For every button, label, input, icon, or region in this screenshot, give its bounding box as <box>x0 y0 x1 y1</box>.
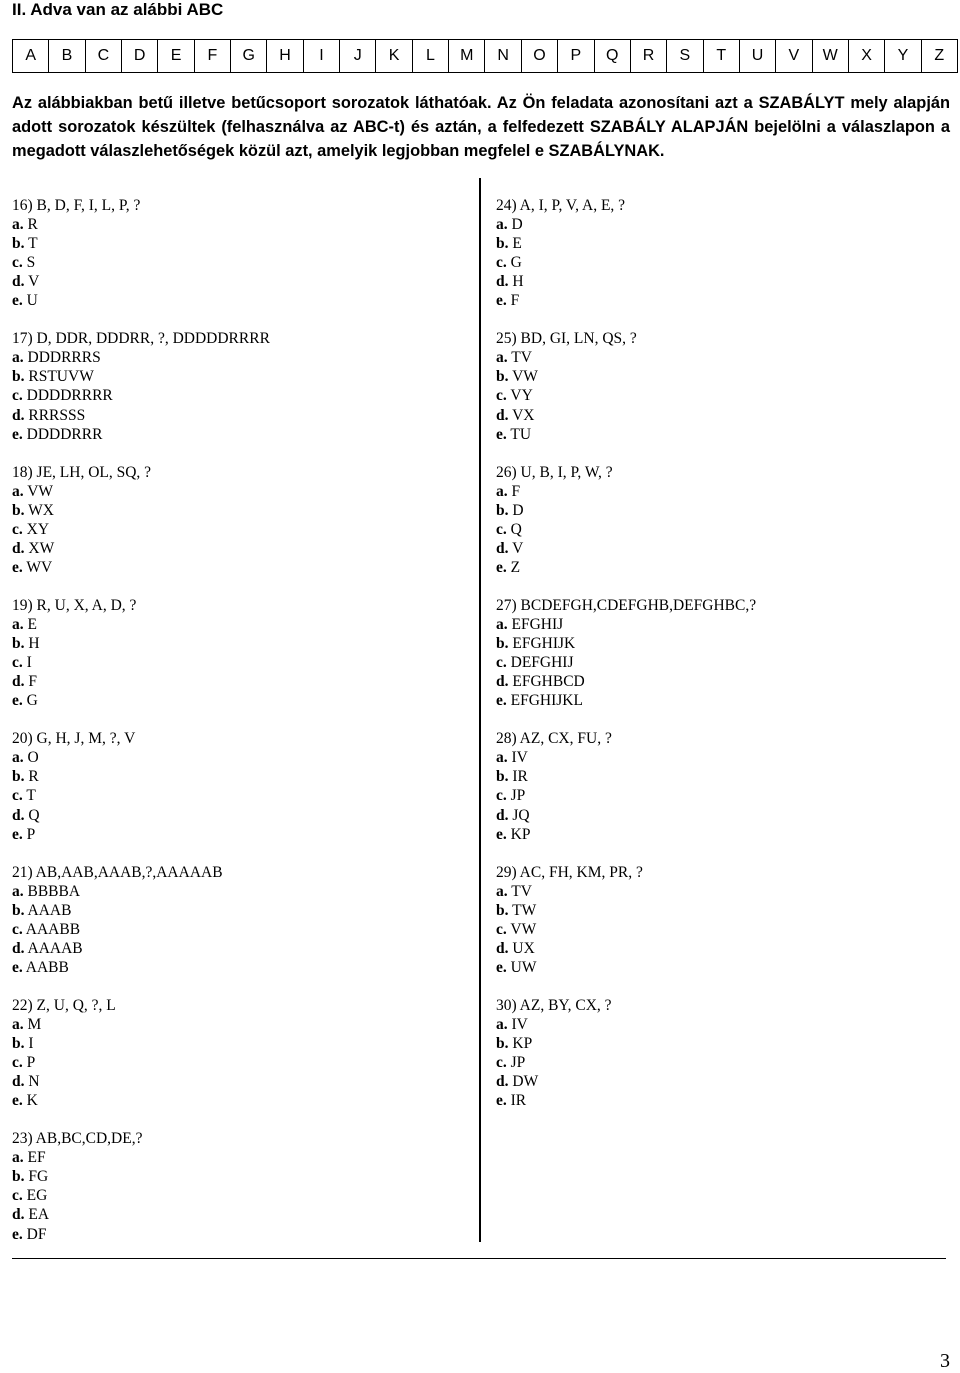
answer-option <box>12 806 270 825</box>
alphabet-table <box>12 39 958 73</box>
option-letter: b. <box>12 768 25 786</box>
option-value: KP <box>510 825 531 843</box>
option-value: E <box>512 235 522 253</box>
footer-rule <box>12 1258 946 1259</box>
option-value: VX <box>512 406 535 424</box>
option-value: I <box>26 654 32 672</box>
answer-option <box>496 386 756 405</box>
option-value: U <box>26 292 38 310</box>
page-number: 3 <box>940 1350 950 1372</box>
question-text: 30) AZ, BY, CX, ? <box>496 996 612 1014</box>
option-letter: c. <box>496 654 507 672</box>
answer-option <box>496 653 756 672</box>
option-value: R <box>28 768 39 786</box>
answer-option <box>496 901 756 920</box>
option-value: R <box>27 216 38 234</box>
answer-option <box>496 520 756 539</box>
option-letter: a. <box>496 482 508 500</box>
option-value: JP <box>510 787 526 805</box>
option-letter: c. <box>12 254 23 272</box>
option-letter: a. <box>496 616 508 634</box>
alphabet-cell: U <box>739 40 775 73</box>
option-letter: a. <box>12 482 24 500</box>
option-letter: c. <box>496 387 507 405</box>
question-block <box>12 863 270 977</box>
option-letter: c. <box>12 920 23 938</box>
answer-option <box>12 767 270 786</box>
answer-option <box>496 367 756 386</box>
option-value: T <box>26 787 36 805</box>
answer-option <box>496 234 756 253</box>
option-value: Q <box>510 520 522 538</box>
option-letter: a. <box>496 349 508 367</box>
alphabet-cell: K <box>376 40 412 73</box>
option-letter: d. <box>12 673 25 691</box>
option-value: TV <box>511 349 532 367</box>
question-text: 21) AB,AAB,AAAB,?,AAAAAB <box>12 863 223 881</box>
answer-option <box>12 939 270 958</box>
option-letter: b. <box>12 901 25 919</box>
answer-option <box>12 1034 270 1053</box>
option-value: XY <box>26 520 50 538</box>
option-letter: e. <box>12 825 23 843</box>
answer-option <box>496 806 756 825</box>
left-question-column <box>12 196 270 1263</box>
option-value: VW <box>512 368 538 386</box>
alphabet-cell: S <box>667 40 703 73</box>
question-block <box>12 1129 270 1243</box>
answer-option <box>496 767 756 786</box>
answer-option <box>496 558 756 577</box>
question-text: 28) AZ, CX, FU, ? <box>496 730 612 748</box>
option-value: G <box>26 692 38 710</box>
alphabet-cell: Q <box>594 40 630 73</box>
alphabet-cell: Z <box>921 40 957 73</box>
answer-option <box>12 825 270 844</box>
alphabet-cell: D <box>122 40 158 73</box>
question-text: 26) U, B, I, P, W, ? <box>496 463 613 481</box>
option-letter: c. <box>12 520 23 538</box>
section-heading: II. Adva van az alábbi ABC <box>12 0 224 19</box>
option-value: F <box>511 482 521 500</box>
option-letter: e. <box>496 692 507 710</box>
option-letter: a. <box>12 216 24 234</box>
question-text: 27) BCDEFGH,CDEFGHB,DEFGHBC,? <box>496 596 757 614</box>
answer-option <box>496 215 756 234</box>
alphabet-cell: X <box>848 40 884 73</box>
answer-option <box>12 558 270 577</box>
option-letter: b. <box>12 368 25 386</box>
option-value: TW <box>512 901 537 919</box>
question-text: 17) D, DDR, DDDRR, ?, DDDDDRRRR <box>12 330 270 348</box>
question-text: 22) Z, U, Q, ?, L <box>12 996 116 1014</box>
question-block <box>496 196 756 310</box>
option-value: H <box>512 273 524 291</box>
option-letter: d. <box>496 406 509 424</box>
answer-option <box>496 882 756 901</box>
option-value: AAAAB <box>27 939 83 957</box>
option-value: IV <box>511 1016 528 1034</box>
option-letter: d. <box>496 939 509 957</box>
alphabet-cell: J <box>340 40 376 73</box>
question-block <box>12 996 270 1110</box>
alphabet-cell: W <box>812 40 848 73</box>
answer-option <box>12 1205 270 1224</box>
option-letter: e. <box>12 692 23 710</box>
option-letter: d. <box>12 406 25 424</box>
option-value: P <box>26 1054 36 1072</box>
alphabet-cell: B <box>49 40 85 73</box>
answer-option <box>12 348 270 367</box>
option-letter: c. <box>496 520 507 538</box>
alphabet-cell: N <box>485 40 521 73</box>
option-letter: a. <box>496 882 508 900</box>
answer-option <box>496 939 756 958</box>
option-value: JQ <box>512 806 530 824</box>
option-letter: b. <box>496 235 509 253</box>
option-letter: e. <box>12 1225 23 1243</box>
option-value: Q <box>28 806 40 824</box>
option-value: G <box>510 254 522 272</box>
alphabet-cell: P <box>558 40 594 73</box>
answer-option <box>496 786 756 805</box>
option-letter: c. <box>12 654 23 672</box>
answer-option <box>12 1225 270 1244</box>
option-value: IR <box>512 768 528 786</box>
answer-option <box>496 425 756 444</box>
option-value: T <box>28 235 38 253</box>
alphabet-cell: F <box>194 40 230 73</box>
answer-option <box>496 272 756 291</box>
answer-option <box>12 672 270 691</box>
option-value: O <box>27 749 39 767</box>
option-letter: c. <box>12 1187 23 1205</box>
answer-option <box>496 539 756 558</box>
question-text: 16) B, D, F, I, L, P, ? <box>12 197 141 214</box>
option-value: DW <box>512 1073 539 1091</box>
question-block <box>12 329 270 443</box>
answer-option <box>496 348 756 367</box>
option-value: EG <box>26 1187 48 1205</box>
answer-option <box>12 234 270 253</box>
answer-option <box>496 1091 756 1110</box>
option-letter: c. <box>496 1054 507 1072</box>
option-value: EFGHBCD <box>512 673 585 691</box>
question-block <box>12 196 270 310</box>
option-value: F <box>510 292 520 310</box>
answer-option <box>496 825 756 844</box>
option-value: EFGHIJ <box>511 616 564 634</box>
option-letter: e. <box>496 558 507 576</box>
question-text: 24) A, I, P, V, A, E, ? <box>496 197 626 214</box>
answer-option <box>12 1072 270 1091</box>
answer-option <box>12 386 270 405</box>
option-value: DF <box>26 1225 47 1243</box>
alphabet-cell: Y <box>885 40 921 73</box>
answer-option <box>496 1034 756 1053</box>
answer-option <box>496 406 756 425</box>
option-letter: e. <box>496 958 507 976</box>
answer-option <box>496 634 756 653</box>
option-value: VW <box>27 482 54 500</box>
answer-option <box>12 748 270 767</box>
option-letter: a. <box>12 349 24 367</box>
answer-option <box>12 653 270 672</box>
option-letter: b. <box>496 501 509 519</box>
option-letter: c. <box>496 920 507 938</box>
option-value: V <box>28 273 40 291</box>
answer-option <box>12 901 270 920</box>
option-value: TU <box>510 425 532 443</box>
option-value: E <box>27 616 37 634</box>
answer-option <box>12 786 270 805</box>
question-block <box>12 729 270 843</box>
answer-option <box>12 920 270 939</box>
option-value: BBBBA <box>27 882 81 900</box>
option-value: D <box>512 501 524 519</box>
instructions-text: Az alábbiakban betű illetve betűcsoport sorozatok láthatóak. Az Ön feladata azonosítani azt a SZABÁLYT mely alapján adott sorozatok készültek (felhasználva az ABC-t) és aztán, a felfedezett SZABÁLY ALAPJÁN bejelölni a válaszlapon a megadott válaszlehetőségek közül azt, amelyik legjobban megfelel e SZABÁLYNAK. <box>12 94 950 160</box>
option-value: TV <box>511 882 532 900</box>
answer-option <box>12 520 270 539</box>
column-divider <box>479 178 481 1242</box>
alphabet-cell: R <box>630 40 666 73</box>
question-block <box>496 863 756 977</box>
option-value: RRRSSS <box>28 406 86 424</box>
option-value: VY <box>510 387 533 405</box>
option-value: DDDDRRRR <box>26 387 113 405</box>
option-letter: e. <box>12 1092 23 1110</box>
answer-option <box>12 1167 270 1186</box>
option-value: M <box>27 1016 42 1034</box>
answer-option <box>496 291 756 310</box>
question-text: 23) AB,BC,CD,DE,? <box>12 1130 143 1148</box>
option-value: F <box>28 673 37 691</box>
option-letter: a. <box>12 749 24 767</box>
answer-option <box>12 1091 270 1110</box>
answer-option <box>496 920 756 939</box>
option-letter: b. <box>496 768 509 786</box>
question-text: 25) BD, GI, LN, QS, ? <box>496 330 637 348</box>
alphabet-cell: I <box>303 40 339 73</box>
option-value: KP <box>512 1035 533 1053</box>
answer-option <box>12 406 270 425</box>
option-letter: b. <box>496 368 509 386</box>
option-letter: b. <box>12 1035 25 1053</box>
answer-option <box>12 958 270 977</box>
option-letter: a. <box>496 749 508 767</box>
option-letter: e. <box>12 425 23 443</box>
answer-option <box>12 1015 270 1034</box>
option-value: AAAB <box>27 901 72 919</box>
answer-option <box>496 1072 756 1091</box>
question-block <box>496 996 756 1110</box>
option-letter: d. <box>496 273 509 291</box>
option-letter: a. <box>12 616 24 634</box>
answer-option <box>12 253 270 272</box>
option-letter: e. <box>496 425 507 443</box>
answer-option <box>12 367 270 386</box>
alphabet-cell: H <box>267 40 303 73</box>
option-letter: e. <box>496 1092 507 1110</box>
question-text: 18) JE, LH, OL, SQ, ? <box>12 463 152 481</box>
option-value: AABB <box>25 958 69 976</box>
answer-option <box>496 615 756 634</box>
option-letter: c. <box>496 254 507 272</box>
question-text: 19) R, U, X, A, D, ? <box>12 596 137 614</box>
option-letter: e. <box>12 558 23 576</box>
option-value: EF <box>27 1149 46 1167</box>
option-letter: a. <box>12 1016 24 1034</box>
option-letter: e. <box>496 825 507 843</box>
answer-option <box>12 272 270 291</box>
option-value: XW <box>28 539 55 557</box>
option-letter: b. <box>12 235 25 253</box>
option-value: EA <box>28 1206 50 1224</box>
alphabet-cell: T <box>703 40 739 73</box>
option-value: DDDDRRR <box>26 425 103 443</box>
answer-option <box>12 215 270 234</box>
alphabet-cell: V <box>776 40 812 73</box>
answer-option <box>496 482 756 501</box>
option-letter: c. <box>12 387 23 405</box>
option-value: JP <box>510 1054 526 1072</box>
option-letter: d. <box>12 806 25 824</box>
option-letter: a. <box>12 1149 24 1167</box>
option-value: N <box>28 1073 40 1091</box>
answer-option <box>12 634 270 653</box>
answer-option <box>496 253 756 272</box>
question-block <box>12 596 270 710</box>
option-letter: d. <box>496 1073 509 1091</box>
option-value: EFGHIJK <box>512 635 576 653</box>
option-letter: d. <box>12 273 25 291</box>
answer-option <box>12 425 270 444</box>
option-letter: d. <box>496 673 509 691</box>
answer-option <box>12 882 270 901</box>
option-value: UW <box>510 958 537 976</box>
option-letter: a. <box>496 216 508 234</box>
alphabet-cell: M <box>449 40 485 73</box>
option-letter: b. <box>496 635 509 653</box>
option-value: P <box>26 825 36 843</box>
option-value: S <box>26 254 36 272</box>
option-value: H <box>28 635 40 653</box>
option-letter: d. <box>496 806 509 824</box>
option-letter: e. <box>12 958 23 976</box>
option-value: Z <box>510 558 521 576</box>
option-value: V <box>512 539 524 557</box>
alphabet-row <box>13 40 958 73</box>
alphabet-cell: L <box>412 40 448 73</box>
answer-option <box>12 1053 270 1072</box>
option-value: RSTUVW <box>28 368 94 386</box>
option-letter: b. <box>12 501 25 519</box>
answer-option <box>12 691 270 710</box>
option-value: IV <box>511 749 528 767</box>
option-letter: b. <box>12 635 25 653</box>
option-letter: b. <box>496 901 509 919</box>
option-letter: d. <box>12 1206 25 1224</box>
option-letter: a. <box>12 882 24 900</box>
answer-option <box>12 291 270 310</box>
answer-option <box>496 1015 756 1034</box>
alphabet-cell: O <box>521 40 557 73</box>
question-block <box>496 329 756 443</box>
question-block <box>496 463 756 577</box>
option-letter: b. <box>12 1168 25 1186</box>
option-value: D <box>511 216 523 234</box>
option-letter: d. <box>496 539 509 557</box>
alphabet-cell: C <box>85 40 121 73</box>
option-letter: a. <box>496 1016 508 1034</box>
option-letter: d. <box>12 939 25 957</box>
answer-option <box>12 539 270 558</box>
option-value: WV <box>26 558 53 576</box>
option-letter: c. <box>12 1054 23 1072</box>
option-letter: c. <box>496 787 507 805</box>
option-letter: e. <box>496 292 507 310</box>
answer-option <box>12 1148 270 1167</box>
answer-option <box>496 672 756 691</box>
option-letter: d. <box>12 1073 25 1091</box>
option-value: DEFGHIJ <box>510 654 574 672</box>
answer-option <box>496 1053 756 1072</box>
alphabet-cell: A <box>13 40 49 73</box>
alphabet-cell: G <box>231 40 267 73</box>
option-value: DDDRRRS <box>27 349 101 367</box>
answer-option <box>12 615 270 634</box>
right-question-column <box>496 196 756 1129</box>
option-value: I <box>28 1035 34 1053</box>
question-text: 20) G, H, J, M, ?, V <box>12 730 136 748</box>
question-block <box>496 596 756 710</box>
option-letter: d. <box>12 539 25 557</box>
option-letter: c. <box>12 787 23 805</box>
option-value: VW <box>510 920 537 938</box>
question-block <box>496 729 756 843</box>
option-value: FG <box>28 1168 49 1186</box>
option-letter: e. <box>12 292 23 310</box>
option-value: IR <box>510 1092 527 1110</box>
option-value: WX <box>28 501 54 519</box>
option-value: AAABB <box>25 920 81 938</box>
answer-option <box>496 748 756 767</box>
question-text: 29) AC, FH, KM, PR, ? <box>496 863 643 881</box>
answer-option <box>12 1186 270 1205</box>
answer-option <box>12 501 270 520</box>
answer-option <box>12 482 270 501</box>
answer-option <box>496 691 756 710</box>
question-block <box>12 463 270 577</box>
option-value: UX <box>512 939 535 957</box>
answer-option <box>496 501 756 520</box>
answer-option <box>496 958 756 977</box>
option-value: EFGHIJKL <box>510 692 583 710</box>
alphabet-cell: E <box>158 40 194 73</box>
option-letter: b. <box>496 1035 509 1053</box>
option-value: K <box>26 1092 38 1110</box>
